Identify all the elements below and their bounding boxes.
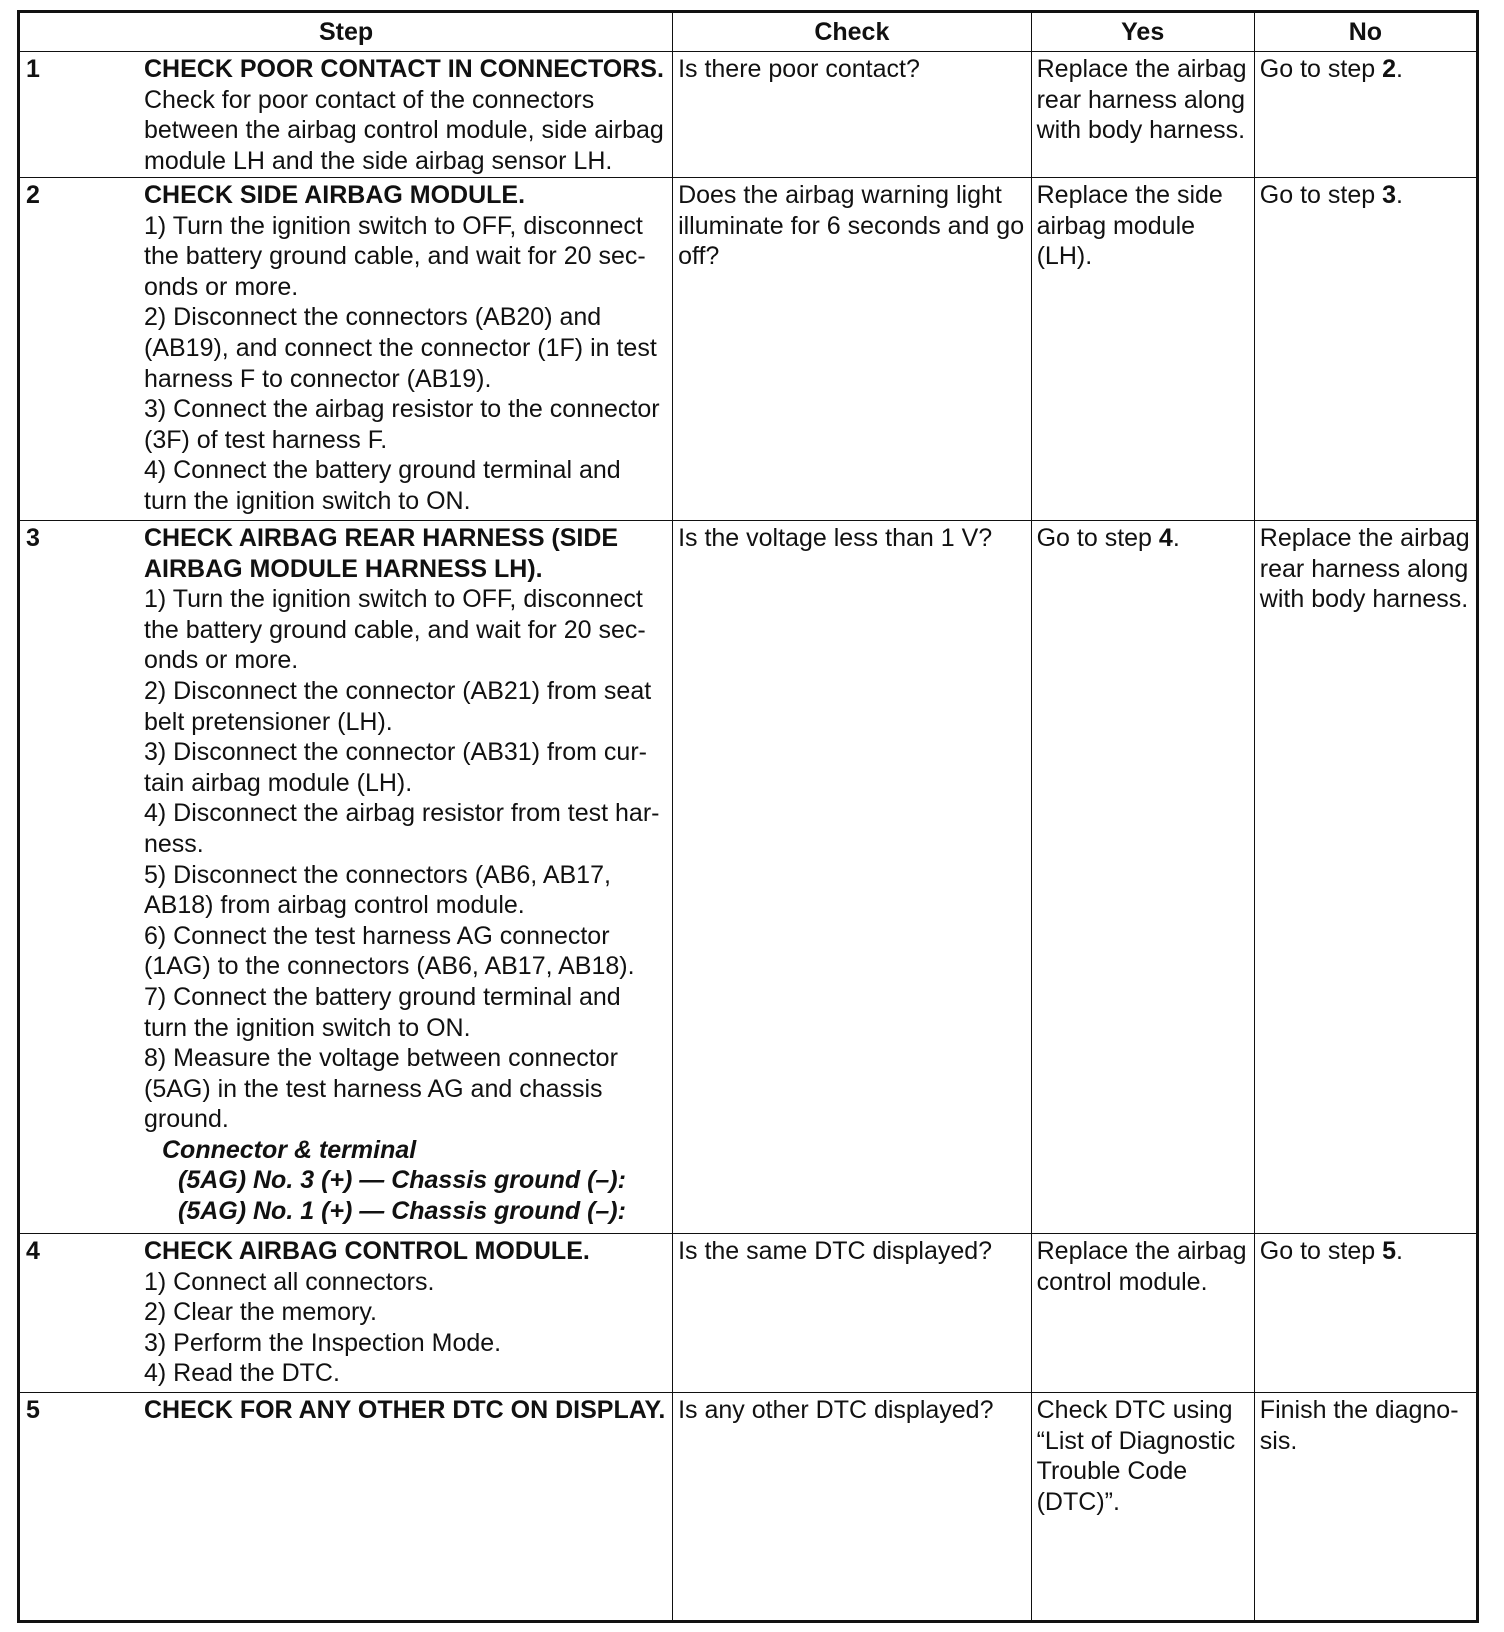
yes-text: “List of Diagnostic bbox=[1036, 1426, 1236, 1455]
step-title: AIRBAG MODULE HARNESS LH). bbox=[144, 554, 543, 583]
yes-text: airbag module bbox=[1036, 211, 1196, 240]
header-row bbox=[19, 12, 1478, 52]
step-cell bbox=[19, 1234, 673, 1393]
check-cell bbox=[673, 52, 1032, 178]
yes-text-end: . bbox=[1172, 524, 1180, 552]
step-text: 1) Turn the ignition switch to OFF, disconnect bbox=[144, 585, 643, 614]
yes-cell bbox=[1031, 1393, 1254, 1622]
yes-text: Replace the airbag bbox=[1036, 1237, 1247, 1265]
step-title: CHECK AIRBAG REAR HARNESS (SIDE bbox=[144, 524, 619, 552]
step-text: (1AG) to the connectors (AB6, AB17, AB18). bbox=[144, 952, 635, 981]
step-title: CHECK FOR ANY OTHER DTC ON DISPLAY. bbox=[144, 1396, 666, 1424]
yes-step-ref: 4 bbox=[1158, 524, 1173, 552]
yes-cell bbox=[1031, 52, 1254, 178]
connector-terminal-heading: Connector & terminal bbox=[162, 1135, 417, 1164]
yes-text: Replace the side bbox=[1036, 181, 1223, 209]
yes-text: Replace the airbag bbox=[1036, 55, 1247, 83]
step-text: belt pretensioner (LH). bbox=[144, 707, 393, 736]
no-cell bbox=[1254, 1393, 1477, 1622]
diagnostic-table bbox=[17, 10, 1479, 1623]
header-step: Step bbox=[19, 12, 673, 52]
check-cell bbox=[673, 178, 1032, 521]
no-text: rear harness along bbox=[1259, 554, 1469, 583]
no-text: with body harness. bbox=[1259, 585, 1469, 614]
yes-text: with body harness. bbox=[1036, 116, 1246, 145]
header-yes: Yes bbox=[1031, 12, 1254, 52]
no-text: Replace the airbag bbox=[1259, 524, 1470, 552]
step-text: 2) Disconnect the connectors (AB20) and bbox=[144, 303, 602, 332]
yes-text: (DTC)”. bbox=[1036, 1487, 1120, 1516]
step-text: (AB19), and connect the connector (1F) in test bbox=[144, 333, 657, 362]
step-text: 8) Measure the voltage between connector bbox=[144, 1044, 618, 1073]
step-text: the battery ground cable, and wait for 20 sec- bbox=[144, 615, 646, 644]
no-text-end: . bbox=[1396, 1237, 1403, 1265]
step-text: between the airbag control module, side airbag bbox=[144, 116, 664, 145]
step-text: AB18) from airbag control module. bbox=[144, 891, 525, 920]
no-step-ref: 5 bbox=[1382, 1237, 1396, 1265]
step-cell bbox=[19, 178, 673, 521]
step-text: module LH and the side airbag sensor LH. bbox=[144, 146, 613, 175]
step-text: 1) Connect all connectors. bbox=[144, 1267, 435, 1296]
step-text: onds or more. bbox=[144, 272, 299, 301]
step-text: ground. bbox=[144, 1105, 229, 1134]
header-check: Check bbox=[673, 12, 1032, 52]
step-text: 7) Connect the battery ground terminal and bbox=[144, 982, 621, 1011]
step-text: harness F to connector (AB19). bbox=[144, 364, 492, 393]
header-no: No bbox=[1254, 12, 1477, 52]
step-cell bbox=[19, 521, 673, 1234]
no-text: Go to step bbox=[1259, 1237, 1383, 1265]
step-text: 3) Disconnect the connector (AB31) from cur- bbox=[144, 738, 647, 767]
check-text: Does the airbag warning light bbox=[678, 181, 1002, 209]
step-text: turn the ignition switch to ON. bbox=[144, 486, 471, 515]
step-text: ness. bbox=[144, 829, 204, 858]
step-cell bbox=[19, 1393, 673, 1622]
step-text: 1) Turn the ignition switch to OFF, disconnect bbox=[144, 211, 643, 240]
step-text: 2) Disconnect the connector (AB21) from seat bbox=[144, 676, 652, 705]
no-text-end: . bbox=[1396, 181, 1403, 209]
no-text: sis. bbox=[1259, 1426, 1298, 1455]
yes-text: (LH). bbox=[1036, 242, 1093, 271]
no-text: Finish the diagno- bbox=[1259, 1396, 1459, 1424]
yes-cell bbox=[1031, 1234, 1254, 1393]
step-text: (3F) of test harness F. bbox=[144, 425, 388, 454]
no-cell bbox=[1254, 178, 1477, 521]
step-text: 4) Disconnect the airbag resistor from test har- bbox=[144, 799, 660, 828]
no-text: Go to step bbox=[1259, 55, 1383, 83]
connector-terminal-line: (5AG) No. 1 (+) — Chassis ground (–): bbox=[178, 1197, 626, 1226]
table-row bbox=[19, 1234, 1478, 1393]
table-row bbox=[19, 178, 1478, 521]
step-text: onds or more. bbox=[144, 646, 299, 675]
no-cell bbox=[1254, 1234, 1477, 1393]
no-step-ref: 3 bbox=[1382, 181, 1396, 209]
check-text: off? bbox=[678, 242, 720, 271]
check-text: Is any other DTC displayed? bbox=[678, 1396, 994, 1424]
yes-text: Check DTC using bbox=[1036, 1396, 1233, 1424]
no-cell bbox=[1254, 52, 1477, 178]
yes-text: Go to step bbox=[1036, 524, 1159, 552]
step-text: 5) Disconnect the connectors (AB6, AB17, bbox=[144, 860, 611, 889]
yes-text: Trouble Code bbox=[1036, 1457, 1188, 1486]
step-text: 3) Perform the Inspection Mode. bbox=[144, 1328, 502, 1357]
step-text: (5AG) in the test harness AG and chassis bbox=[144, 1074, 603, 1103]
step-text: the battery ground cable, and wait for 20 sec- bbox=[144, 242, 646, 271]
table-row bbox=[19, 521, 1478, 1234]
yes-cell bbox=[1031, 178, 1254, 521]
step-title: CHECK SIDE AIRBAG MODULE. bbox=[144, 181, 526, 209]
step-number: 2 bbox=[26, 181, 40, 209]
step-text: tain airbag module (LH). bbox=[144, 768, 413, 797]
check-cell bbox=[673, 521, 1032, 1234]
step-text: 6) Connect the test harness AG connector bbox=[144, 921, 610, 950]
check-cell bbox=[673, 1234, 1032, 1393]
step-title: CHECK POOR CONTACT IN CONNECTORS. bbox=[144, 55, 664, 83]
table-row bbox=[19, 52, 1478, 178]
connector-terminal-line: (5AG) No. 3 (+) — Chassis ground (–): bbox=[178, 1166, 626, 1195]
step-text: 2) Clear the memory. bbox=[144, 1298, 377, 1327]
yes-text: rear harness along bbox=[1036, 85, 1246, 114]
check-text: Is the same DTC displayed? bbox=[678, 1237, 993, 1265]
step-cell bbox=[19, 52, 673, 178]
check-cell bbox=[673, 1393, 1032, 1622]
step-title: CHECK AIRBAG CONTROL MODULE. bbox=[144, 1237, 590, 1265]
step-number: 1 bbox=[26, 55, 40, 83]
no-cell bbox=[1254, 521, 1477, 1234]
check-text: illuminate for 6 seconds and go bbox=[678, 211, 1025, 240]
no-text: Go to step bbox=[1259, 181, 1383, 209]
table-row bbox=[19, 1393, 1478, 1622]
step-number: 5 bbox=[26, 1396, 40, 1424]
step-number: 4 bbox=[26, 1237, 40, 1265]
check-text: Is there poor contact? bbox=[678, 55, 920, 83]
step-text: 3) Connect the airbag resistor to the connector bbox=[144, 395, 660, 424]
no-text-end: . bbox=[1396, 55, 1403, 83]
step-text: 4) Read the DTC. bbox=[144, 1359, 340, 1388]
no-step-ref: 2 bbox=[1382, 55, 1396, 83]
yes-cell bbox=[1031, 521, 1254, 1234]
check-text: Is the voltage less than 1 V? bbox=[678, 524, 993, 552]
yes-text: control module. bbox=[1036, 1267, 1208, 1296]
step-text: turn the ignition switch to ON. bbox=[144, 1013, 471, 1042]
step-text: Check for poor contact of the connectors bbox=[144, 85, 595, 114]
step-number: 3 bbox=[26, 524, 40, 552]
step-text: 4) Connect the battery ground terminal and bbox=[144, 456, 621, 485]
